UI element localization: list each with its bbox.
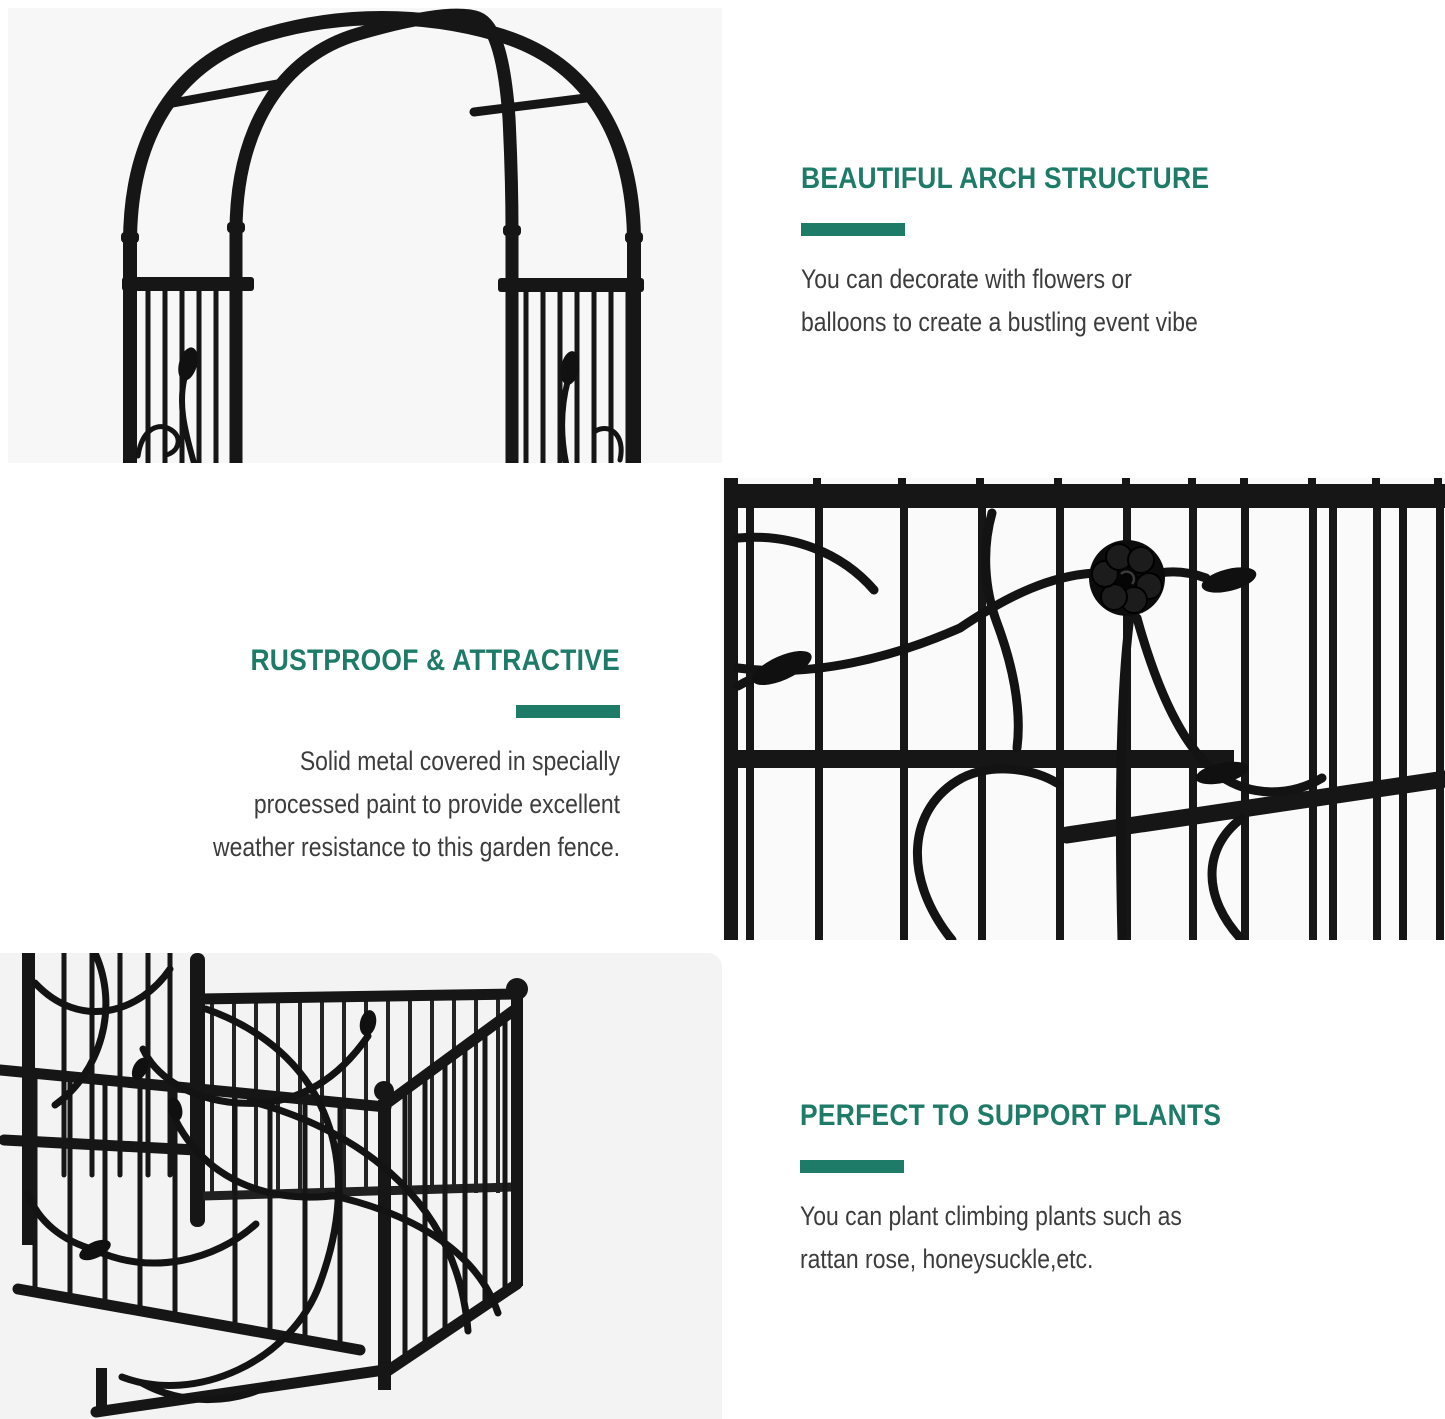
garden-arch-illustration: [8, 8, 722, 463]
rose-ornament: [1089, 540, 1165, 616]
feature-heading: PERFECT TO SUPPORT PLANTS: [800, 1099, 1222, 1132]
feature-support-plants: [800, 1097, 1320, 1281]
accent-underline-bar: [801, 223, 905, 236]
description-line: You can plant climbing plants such as: [800, 1201, 1182, 1231]
description-line: rattan rose, honeysuckle,etc.: [800, 1244, 1094, 1274]
fence-closeup-photo: [722, 478, 1445, 940]
feature-description: [144, 740, 620, 869]
feature-arch-structure: [801, 160, 1321, 344]
description-line: balloons to create a bustling event vibe: [801, 307, 1198, 337]
feature-description: [801, 258, 1243, 344]
accent-underline-bar: [800, 1160, 904, 1173]
feature-rustproof: [60, 642, 620, 869]
garden-arch-photo: [8, 8, 722, 463]
planter-base-illustration: [0, 953, 722, 1419]
description-line: Solid metal covered in specially: [299, 746, 620, 776]
description-line: weather resistance to this garden fence.: [213, 832, 620, 862]
planter-base-photo: [0, 953, 722, 1419]
accent-underline-bar: [516, 705, 620, 718]
feature-heading: BEAUTIFUL ARCH STRUCTURE: [801, 162, 1210, 195]
feature-description: [800, 1195, 1242, 1281]
feature-heading: RUSTPROOF & ATTRACTIVE: [250, 644, 621, 677]
fence-closeup-illustration: [722, 478, 1445, 940]
description-line: You can decorate with flowers or: [801, 264, 1132, 294]
description-line: processed paint to provide excellent: [253, 789, 620, 819]
